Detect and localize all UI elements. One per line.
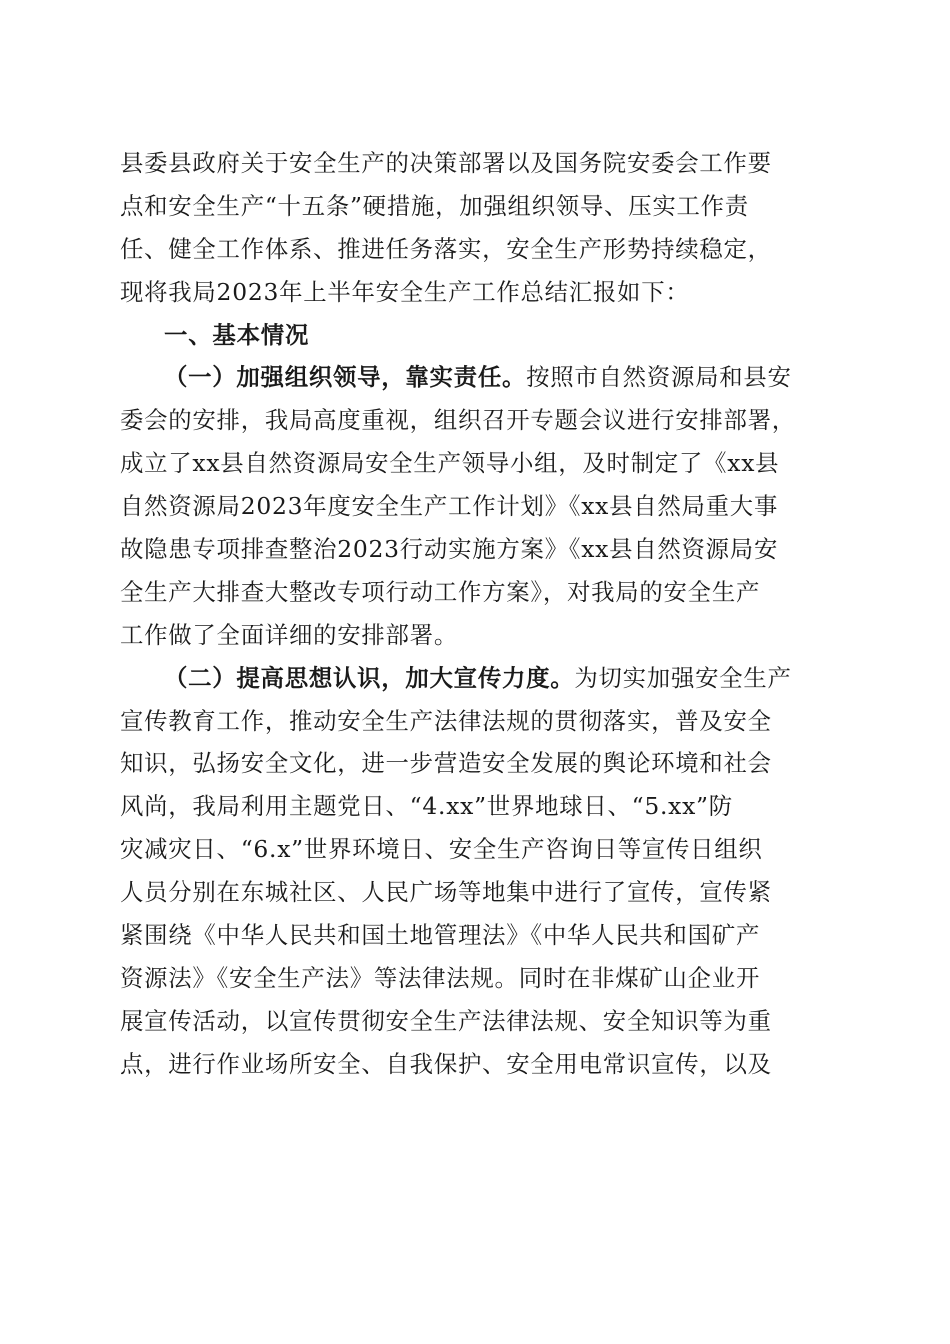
paragraph-line: 资源法》《安全生产法》等法律法规。同时在非煤矿山企业开 [120,963,761,992]
paragraph-line: 人员分别在东城社区、人民广场等地集中进行了宣传，宣传紧 [120,878,772,907]
subsection-1-heading: （一）加强组织领导，靠实责任。 [164,363,527,392]
intro-line: 县委县政府关于安全生产的决策部署以及国务院安委会工作要 [120,149,772,177]
paragraph-line: 全生产大排查大整改专项行动工作方案》，对我局的安全生产 [120,577,761,606]
document-body [120,142,830,1086]
paragraph-line: 宣传教育工作，推动安全生产法律法规的贯彻落实，普及安全 [120,706,772,735]
paragraph-line: 灾减灾日、“6.x”世界环境日、安全生产咨询日等宣传日组织 [120,835,763,864]
paragraph-line: 点，进行作业场所安全、自我保护、安全用电常识宣传，以及 [120,1049,772,1078]
paragraph-line: 自然资源局2023年度安全生产工作计划》《xx县自然局重大事 [120,492,779,521]
intro-line: 点和安全生产“十五条”硬措施，加强组织领导、压实工作责 [120,191,749,220]
subsection-2-first-line-text: 为切实加强安全生产 [574,663,792,692]
paragraph-line: 委会的安排，我局高度重视，组织召开专题会议进行安排部署， [120,406,796,435]
paragraph-line: 紧围绕《中华人民共和国土地管理法》《中华人民共和国矿产 [120,921,761,950]
intro-line: 现将我局2023年上半年安全生产工作总结汇报如下： [120,277,690,306]
paragraph-line: 故隐患专项排查整治2023行动实施方案》《xx县自然资源局安 [120,535,779,564]
subsection-2-first-line [120,657,830,700]
paragraph-line: 展宣传活动，以宣传贯彻安全生产法律法规、安全知识等为重 [120,1006,772,1035]
subsection-1-first-line [120,356,830,399]
intro-line: 任、健全工作体系、推进任务落实，安全生产形势持续稳定， [120,234,772,263]
paragraph-line: 工作做了全面详细的安排部署。 [120,620,458,649]
subsection-2-heading: （二）提高思想认识，加大宣传力度。 [164,663,575,692]
paragraph-line: 成立了xx县自然资源局安全生产领导小组，及时制定了《xx县 [120,449,780,478]
paragraph-line: 知识，弘扬安全文化，进一步营造安全发展的舆论环境和社会 [120,749,772,778]
section-heading: 一、基本情况 [164,320,310,349]
paragraph-line: 风尚，我局利用主题党日、“4.xx”世界地球日、“5.xx”防 [120,792,733,821]
subsection-1-first-line-text: 按照市自然资源局和县安 [526,363,792,392]
